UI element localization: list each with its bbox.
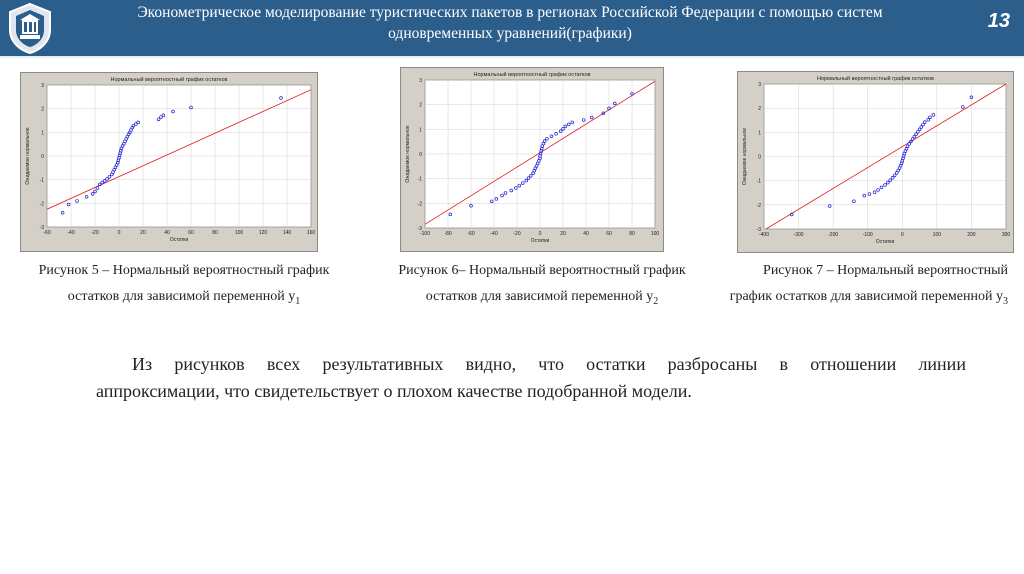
y-tick-label: -3	[39, 225, 44, 231]
paragraph-word: видно,	[465, 354, 517, 374]
x-tick-label: 0	[538, 231, 542, 237]
y-tick-label: -1	[756, 178, 761, 185]
title-bar	[0, 0, 1024, 56]
paragraph-word: Из	[132, 354, 153, 374]
page-number: 13	[987, 10, 1010, 32]
x-tick-label: 40	[583, 231, 589, 237]
x-tick-label: -80	[444, 231, 452, 237]
body-paragraph	[96, 354, 966, 402]
paragraph-word: что	[538, 354, 564, 374]
figure-5-caption	[14, 258, 354, 315]
x-tick-label: 20	[140, 230, 146, 236]
y-tick-label: -3	[417, 226, 422, 232]
paragraph-word: отношении	[810, 354, 897, 374]
y-tick-label: 2	[758, 106, 761, 113]
y-tick-label: -2	[39, 201, 44, 208]
figure-7-caption	[700, 258, 1020, 315]
paragraph-word: остатки	[586, 354, 646, 374]
y-tick-label: 2	[41, 106, 44, 113]
x-tick-label: -100	[419, 231, 431, 237]
x-tick-label: 80	[212, 230, 218, 236]
x-tick-label: -20	[513, 231, 521, 237]
x-tick-label: 0	[117, 230, 121, 236]
x-tick-label: -60	[43, 230, 51, 236]
paragraph-word: рисунков	[174, 354, 245, 374]
figure-5-caption-line-2: остатков для зависимой переменной $y_1$	[67, 289, 301, 307]
y-tick-label: 3	[419, 78, 422, 84]
x-tick-label: 100	[650, 231, 660, 237]
x-tick-label: 300	[1001, 232, 1011, 238]
x-tick-label: -60	[467, 231, 475, 237]
y-tick-label: -2	[756, 202, 761, 209]
figure-6-caption	[376, 258, 708, 315]
x-tick-label: -100	[862, 232, 873, 238]
chart-figure-5	[20, 72, 318, 252]
chart-title: Нормальный вероятностный график остатков	[473, 72, 591, 78]
y-tick-label: 1	[41, 130, 44, 137]
paragraph-word: в	[779, 354, 789, 374]
x-tick-label: 20	[560, 231, 566, 237]
figure-7-caption-line-2: график остатков для зависимой переменной $y_3$	[729, 289, 1008, 307]
x-tick-label: 100	[234, 230, 244, 236]
x-tick-label: 0	[900, 232, 904, 238]
figure-6-caption-line-1: Рисунок 6– Нормальный вероятностный график	[398, 263, 686, 278]
paragraph-word: всех	[266, 354, 301, 374]
y-axis-label: Ожидаемое нормальное	[742, 127, 748, 186]
x-tick-label: 160	[306, 230, 316, 236]
chart-title: Нормальный вероятностный график остатков	[110, 77, 228, 83]
x-tick-label: 40	[164, 230, 170, 236]
paragraph-line-1	[96, 354, 966, 375]
x-tick-label: -200	[828, 232, 839, 238]
figure-6-caption-line-2: остатков для зависимой переменной $y_2$	[425, 289, 659, 307]
x-tick-label: 200	[967, 232, 976, 238]
y-tick-label: 0	[758, 154, 761, 161]
y-axis-label: Ожидаемое нормальное	[25, 127, 31, 185]
paragraph-word: разбросаны	[667, 354, 758, 374]
x-tick-label: 60	[188, 230, 194, 236]
header-divider	[0, 56, 1024, 58]
figure-7-caption-line-1: Рисунок 7 – Нормальный вероятностный	[763, 263, 1008, 278]
y-tick-label: 0	[419, 152, 422, 158]
x-tick-label: -40	[490, 231, 498, 237]
y-tick-label: 3	[758, 82, 761, 88]
x-tick-label: -20	[91, 230, 99, 236]
figure-5-caption-line-1: Рисунок 5 – Нормальный вероятностный график	[38, 263, 330, 278]
slide-title	[70, 2, 950, 44]
x-tick-label: 120	[258, 230, 268, 236]
paragraph-word: линии	[918, 354, 966, 374]
chart-title: Нормальный вероятностный график остатков	[817, 76, 934, 82]
x-axis-label: Остатки	[169, 237, 189, 243]
chart-figure-6	[400, 67, 664, 252]
y-tick-label: 1	[419, 127, 422, 134]
paragraph-line-2: аппроксимации, что свидетельствует о плохом качестве подобранной модели.	[96, 381, 692, 401]
paragraph-word: результативных	[322, 354, 444, 374]
x-tick-label: -400	[758, 232, 770, 238]
y-tick-label: 2	[419, 102, 422, 109]
slide-title-line-2: одновременных уравнений(графики)	[388, 25, 632, 42]
y-tick-label: 3	[41, 83, 44, 89]
slide-title-line-1: Эконометрическое моделирование туристических пакетов в регионах Российской Федерации с помощью систем	[137, 4, 883, 21]
x-axis-label: Остатки	[875, 239, 895, 245]
y-tick-label: -1	[417, 176, 422, 183]
chart-figure-7	[737, 71, 1014, 253]
x-tick-label: -300	[793, 232, 804, 238]
y-tick-label: 1	[758, 130, 761, 137]
university-crest-icon	[6, 2, 54, 54]
chart-figure-5-svg	[21, 73, 317, 251]
x-tick-label: 60	[606, 231, 612, 237]
y-tick-label: 0	[41, 154, 44, 160]
y-axis-label: Ожидаемое нормальное	[405, 125, 411, 183]
y-tick-label: -1	[39, 177, 44, 184]
y-tick-label: -2	[417, 201, 422, 208]
x-tick-label: 140	[282, 230, 292, 236]
x-tick-label: 80	[629, 231, 635, 237]
chart-figure-7-svg	[738, 72, 1013, 252]
y-tick-label: -3	[756, 227, 761, 233]
chart-figure-6-svg	[401, 68, 663, 251]
x-tick-label: -40	[67, 230, 75, 236]
x-axis-label: Остатки	[530, 238, 550, 244]
x-tick-label: 100	[932, 232, 942, 238]
